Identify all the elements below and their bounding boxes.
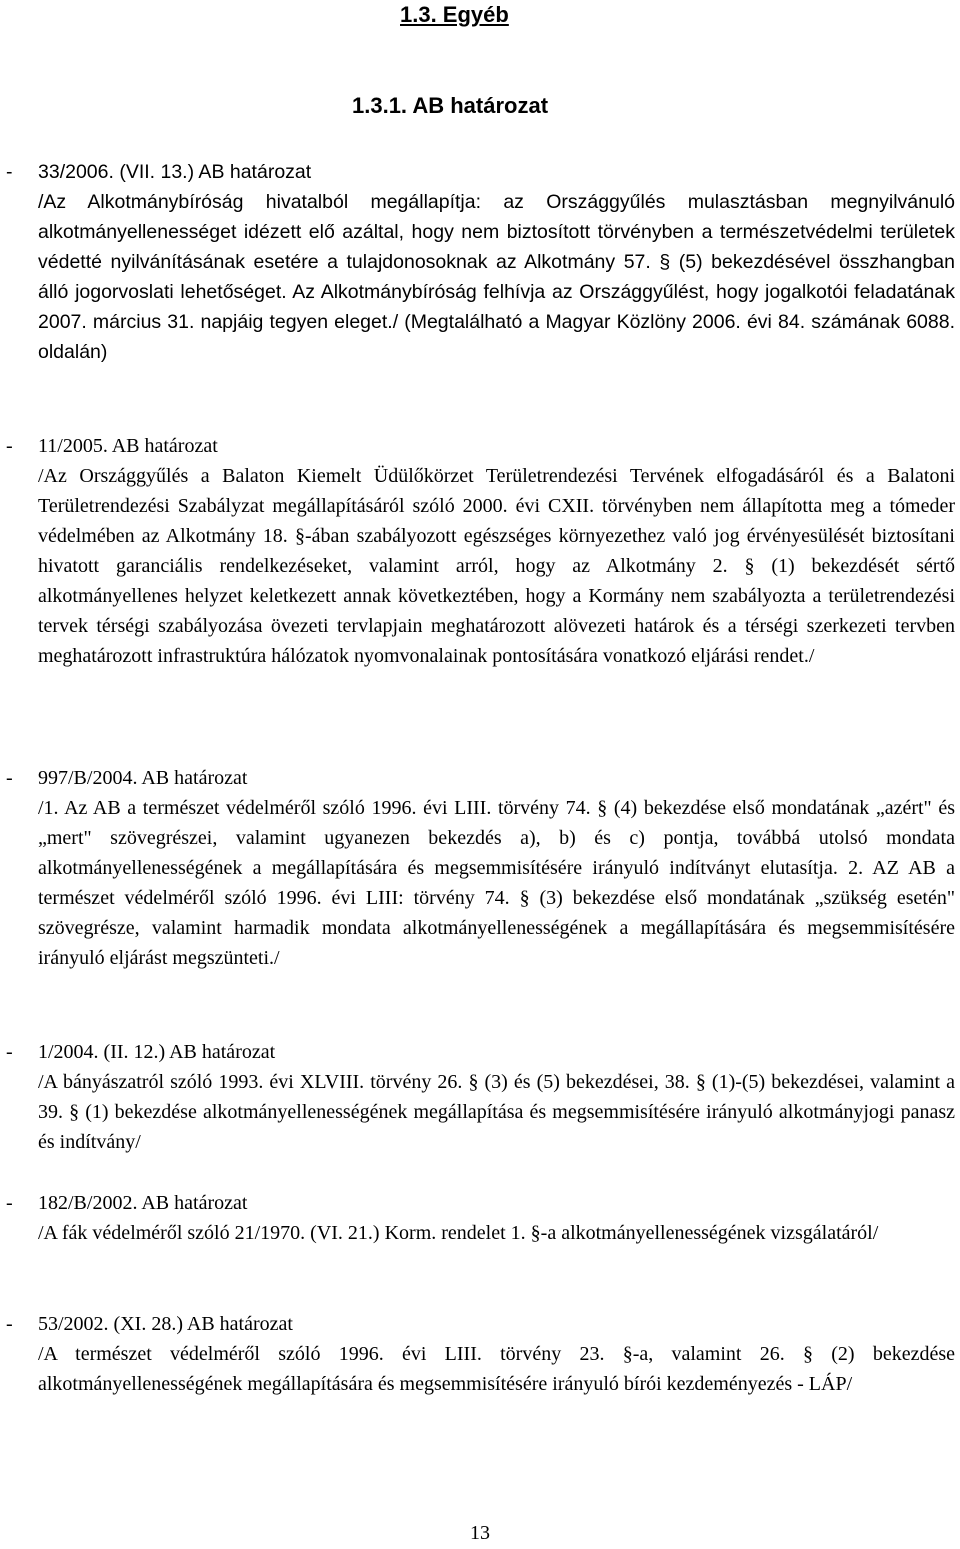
- entry-title: 33/2006. (VII. 13.) AB határozat: [38, 161, 312, 183]
- entry-title: 11/2005. AB határozat: [38, 435, 218, 457]
- entry-text: /A fák védelméről szóló 21/1970. (VI. 21.) Korm. rendelet 1. §-a alkotmányellenességének vizsgálatáról/: [38, 1222, 879, 1244]
- subsection-heading: 1.3.1. AB határozat: [352, 93, 549, 118]
- list-dash: -: [6, 1192, 13, 1214]
- entry-text: /A bányászatról szóló 1993. évi XLVIII. törvény 26. § (3) és (5) bekezdései, 38. § (1)-(5) bekezdései, valamint a 39. § (1) bekezdése alkotmányellenességének megállapítása és megsemmisítésére irányuló alkotmányjogi panasz és indítvány/: [38, 1071, 955, 1153]
- entry-text: /Az Országgyűlés a Balaton Kiemelt Üdülőkörzet Területrendezési Tervének elfogadásáról és a Balatoni Területrendezési Szabályzat megállapításáról szóló 2000. évi CXII. törvényben nem állapította meg a tómeder védelmében az Alkotmány 18. §-ában szabályozott egészséges környezethez való jog érvényesülését biztosítani hivatott garanciális rendelkezéseket, valamint arról, hogy az Alkotmány 2. § (1) bekezdését sértő alkotmányellenes helyzet keletkezett annak következtében, hogy a Kormány nem szabályozta a területrendezési tervek térségi szabályozása övezeti tervlapjain meghatározott alövezeti határok és a térségi szerkezeti tervben meghatározott infrastruktúra hálózatok nyomvonalainak pontosítására vonatkozó eljárási rendet./: [38, 465, 955, 667]
- entry-text: /A természet védelméről szóló 1996. évi LIII. törvény 23. §-a, valamint 26. § (2) bekezdése alkotmányellenességének megállapítására és megsemmisítésére irányuló bírói kezdeményezés - LÁP/: [38, 1343, 955, 1395]
- list-dash: -: [6, 161, 13, 183]
- entry-text: /Az Alkotmánybíróság hivatalból megállapítja: az Országgyűlés mulasztásban megnyilvánuló alkotmányellenességet idézett elő azáltal, hogy nem biztosított törvényben a természetvédelmi területek védetté nyilvánításának esetére a tulajdonosoknak az Alkotmány 57. § (5) bekezdésével összhangban álló jogorvoslati lehetőséget. Az Alkotmánybíróság felhívja az Országgyűlést, hogy jogalkotói feladatának 2007. március 31. napjáig tegyen eleget./ (Megtalálható a Magyar Közlöny 2006. évi 84. számának 6088. oldalán): [38, 191, 955, 363]
- page-number: 13: [470, 1522, 490, 1544]
- list-dash: -: [6, 435, 13, 457]
- list-dash: -: [6, 767, 13, 789]
- entry-title: 997/B/2004. AB határozat: [38, 767, 248, 789]
- entry-title: 53/2002. (XI. 28.) AB határozat: [38, 1313, 293, 1335]
- entry-title: 182/B/2002. AB határozat: [38, 1192, 248, 1214]
- entry-title: 1/2004. (II. 12.) AB határozat: [38, 1041, 276, 1063]
- entry-text: /1. Az AB a természet védelméről szóló 1996. évi LIII. törvény 74. § (4) bekezdése első mondatának „azért" és „mert" szövegrészei, valamint ugyanezen bekezdés a), b) és c) pontja, továbbá utolsó mondata alkotmányellenességének a megállapítására és megsemmisítésére irányuló indítványt elutasítja. 2. AZ AB a természet védelméről szóló 1996. évi LIII: törvény 74. § (3) bekezdése első mondatának „szükség esetén" szövegrésze, valamint harmadik mondata alkotmányellenességének a megállapítására és megsemmisítésére irányuló eljárást megszünteti./: [38, 797, 955, 969]
- list-dash: -: [6, 1313, 13, 1335]
- list-dash: -: [6, 1041, 13, 1063]
- section-heading: 1.3. Egyéb: [400, 2, 509, 27]
